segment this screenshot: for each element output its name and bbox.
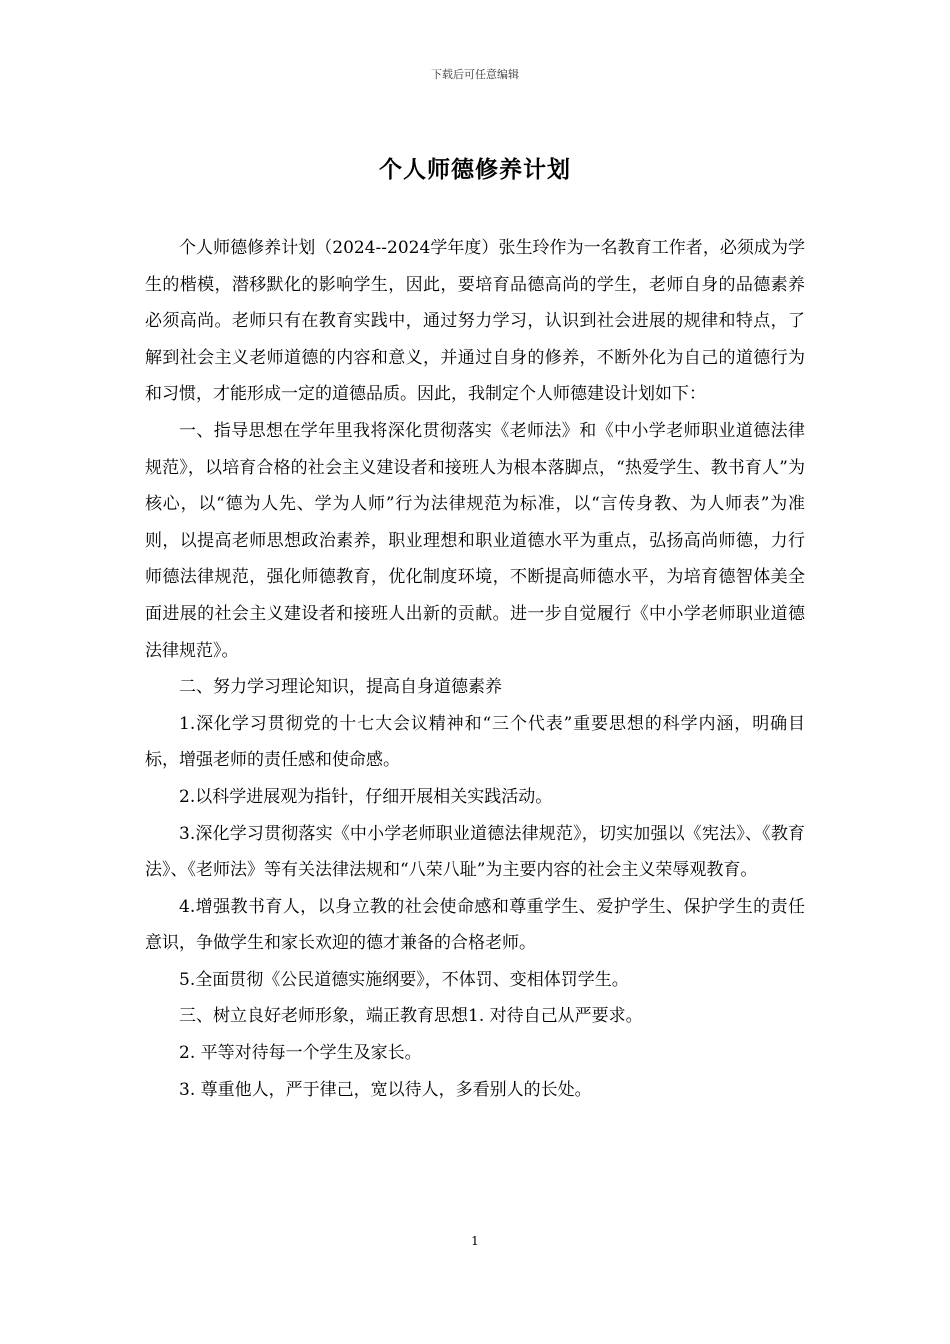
paragraph-intro: 个人师德修养计划（2024--2024学年度）张生玲作为一名教育工作者，必须成为学生的楷模，潜移默化的影响学生，因此，要培育品德高尚的学生，老师自身的品德素养必须高尚。老师只有在教育实践中，通过努力学习，认识到社会进展的规律和特点，了解到社会主义老师道德的内容和意义，并通过自身的修养，不断外化为自己的道德行为和习惯，才能形成一定的道德品质。因此，我制定个人师德建设计划如下： (145, 238, 805, 405)
list-item-study-2: 2.以科学进展观为指针，仔细开展相关实践活动。 (179, 786, 553, 807)
list-item-study-5: 5.全面贯彻《公民道德实施纲要》，不体罚、变相体罚学生。 (179, 969, 629, 990)
list-item-study-3: 3.深化学习贯彻落实《中小学老师职业道德法律规范》，切实加强以《宪法》、《教育法》、《老师法》等有关法律法规和“八荣八耻”为主要内容的社会主义荣辱观教育。 (145, 823, 805, 881)
page-header: 下载后可任意编辑 (431, 68, 519, 81)
list-item-image-2: 2. 平等对待每一个学生及家长。 (179, 1043, 422, 1064)
list-item-study-1: 1.深化学习贯彻党的十七大会议精神和“三个代表”重要思想的科学内涵，明确目标，增强老师的责任感和使命感。 (145, 713, 805, 771)
page-number: 1 (471, 1234, 479, 1248)
section-heading-image: 三、树立良好老师形象，端正教育思想1. 对待自己从严要求。 (179, 1006, 643, 1027)
document-title: 个人师德修养计划 (379, 156, 571, 183)
list-item-study-4: 4.增强教书育人，以身立教的社会使命感和尊重学生、爱护学生、保护学生的责任意识，争做学生和家长欢迎的德才兼备的合格老师。 (145, 896, 805, 954)
paragraph-guiding-thought: 一、指导思想在学年里我将深化贯彻落实《老师法》和《中小学老师职业道德法律规范》，以培育合格的社会主义建设者和接班人为根本落脚点，“热爱学生、教书育人”为核心，以“德为人先、学为人师”行为法律规范为标准，以“言传身教、为人师表”为准则，以提高老师思想政治素养，职业理想和职业道德水平为重点，弘扬高尚师德，力行师德法律规范，强化师德教育，优化制度环境，不断提高师德水平，为培育德智体美全面进展的社会主义建设者和接班人出新的贡献。进一步自觉履行《中小学老师职业道德法律规范》。 (145, 420, 805, 661)
document-body (145, 230, 805, 1108)
list-item-image-3: 3. 尊重他人，严于律己，宽以待人，多看别人的长处。 (179, 1079, 592, 1100)
section-heading-study: 二、努力学习理论知识，提高自身道德素养 (179, 677, 502, 698)
